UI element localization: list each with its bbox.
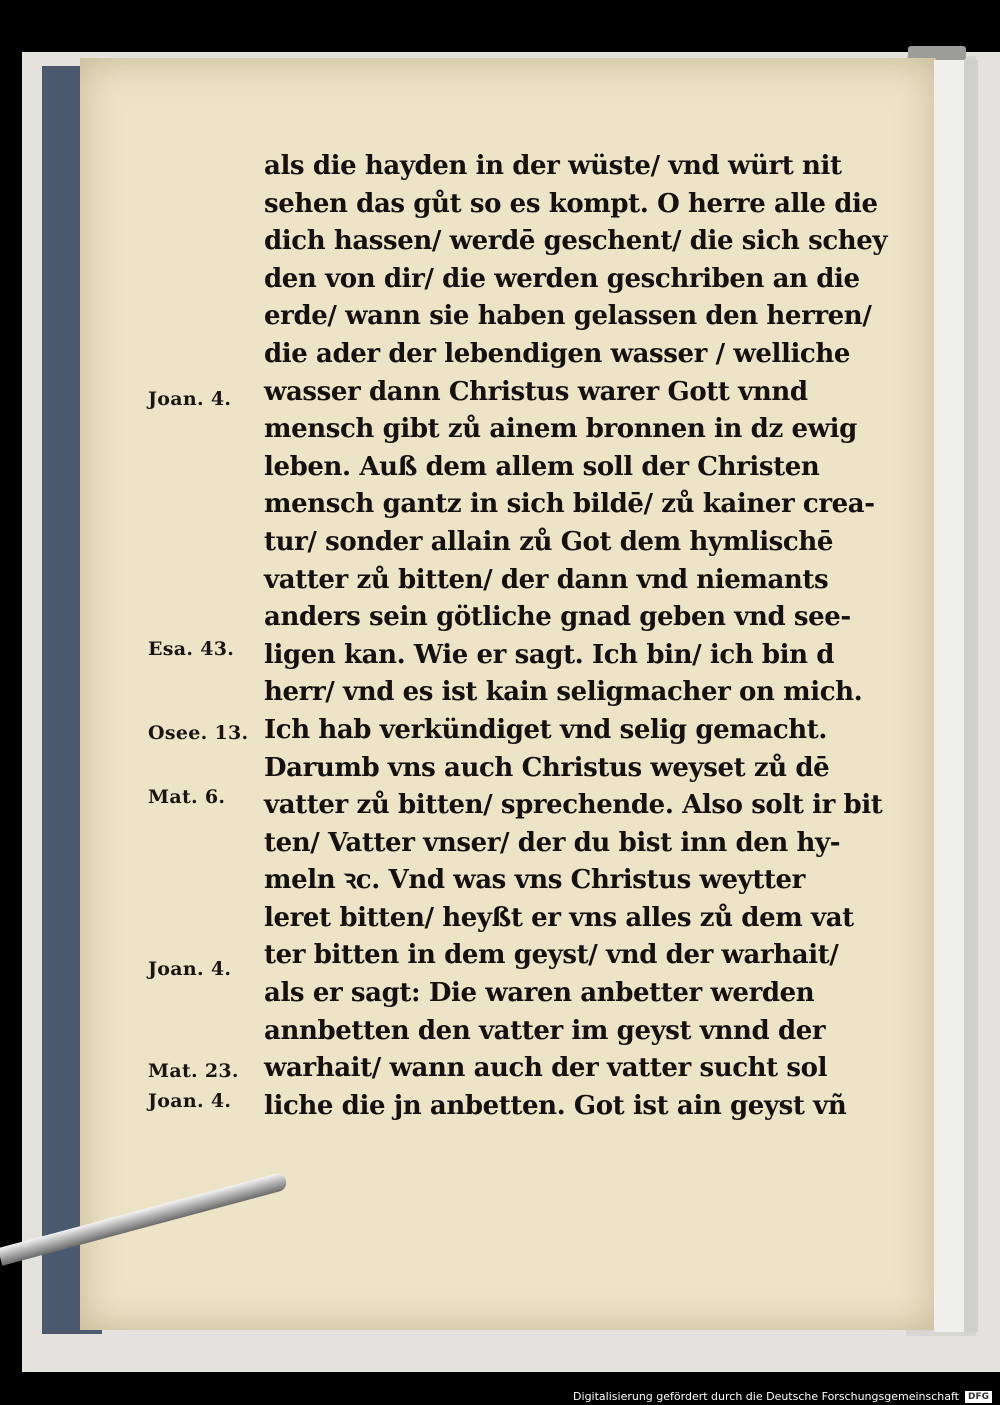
footer-text: Digitalisierung gefördert durch die Deutsche Forschungsgemeinschaft [573,1390,959,1403]
text-line: sehen das gůt so es kompt. O herre alle die [264,188,878,219]
page-edge-shadow [964,60,978,1332]
text-line: annbetten den vatter im geyst vnnd der [264,1015,826,1046]
text-line: die ader der lebendigen wasser / welliche [264,338,850,369]
margin-note: Esa. 43. [148,638,235,660]
text-line: Darumb vns auch Christus weyset zů dē [264,752,830,783]
margin-note: Mat. 23. [148,1060,239,1082]
text-line: vatter zů bitten/ sprechende. Also solt ir bit [264,790,883,821]
text-line: tur/ sonder allain zů Got dem hymlischē [264,526,833,557]
margin-note: Joan. 4. [148,1090,232,1112]
text-line: meln ꝛc. Vnd was vns Christus weytter [264,865,805,896]
margin-note: Joan. 4. [148,388,232,410]
page-edge [934,60,964,1332]
text-line: leben. Auß dem allem soll der Christen [264,451,820,482]
text-line: ten/ Vatter vnser/ der du bist inn den hy- [264,827,841,858]
text-line: ligen kan. Wie er sagt. Ich bin/ ich bin d [264,639,835,670]
text-line: warhait/ wann auch der vatter sucht sol [264,1053,828,1084]
text-line: liche die jn anbetten. Got ist ain geyst vñ [264,1090,847,1121]
text-line: dich hassen/ werdē geschent/ die sich schey [264,226,888,257]
text-line: mensch gantz in sich bildē/ zů kainer crea- [264,489,875,520]
text-line: leret bitten/ heyßt er vns alles zů dem vat [264,902,854,933]
margin-note: Osee. 13. [148,722,249,744]
text-line: erde/ wann sie haben gelassen den herren/ [264,301,872,332]
margin-note: Mat. 6. [148,786,226,808]
text-line: herr/ vnd es ist kain seligmacher on mich. [264,677,863,708]
text-line: als die hayden in der wüste/ vnd würt nit [264,151,842,181]
footer-credit [573,1390,992,1403]
page-body-text [264,148,888,1125]
margin-note: Joan. 4. [148,958,232,980]
text-line: wasser dann Christus warer Gott vnnd [264,376,808,407]
dfg-logo: DFG [965,1391,992,1403]
text-line: vatter zů bitten/ der dann vnd niemants [264,564,829,595]
text-line: anders sein götliche gnad geben vnd see- [264,602,851,633]
text-line: mensch gibt zů ainem bronnen in dz ewig [264,414,857,445]
text-line: den von dir/ die werden geschriben an die [264,263,860,294]
text-line: Ich hab verkündiget vnd selig gemacht. [264,714,828,745]
text-line: als er sagt: Die waren anbetter werden [264,978,815,1009]
text-line: ter bitten in dem geyst/ vnd der warhait/ [264,940,839,971]
